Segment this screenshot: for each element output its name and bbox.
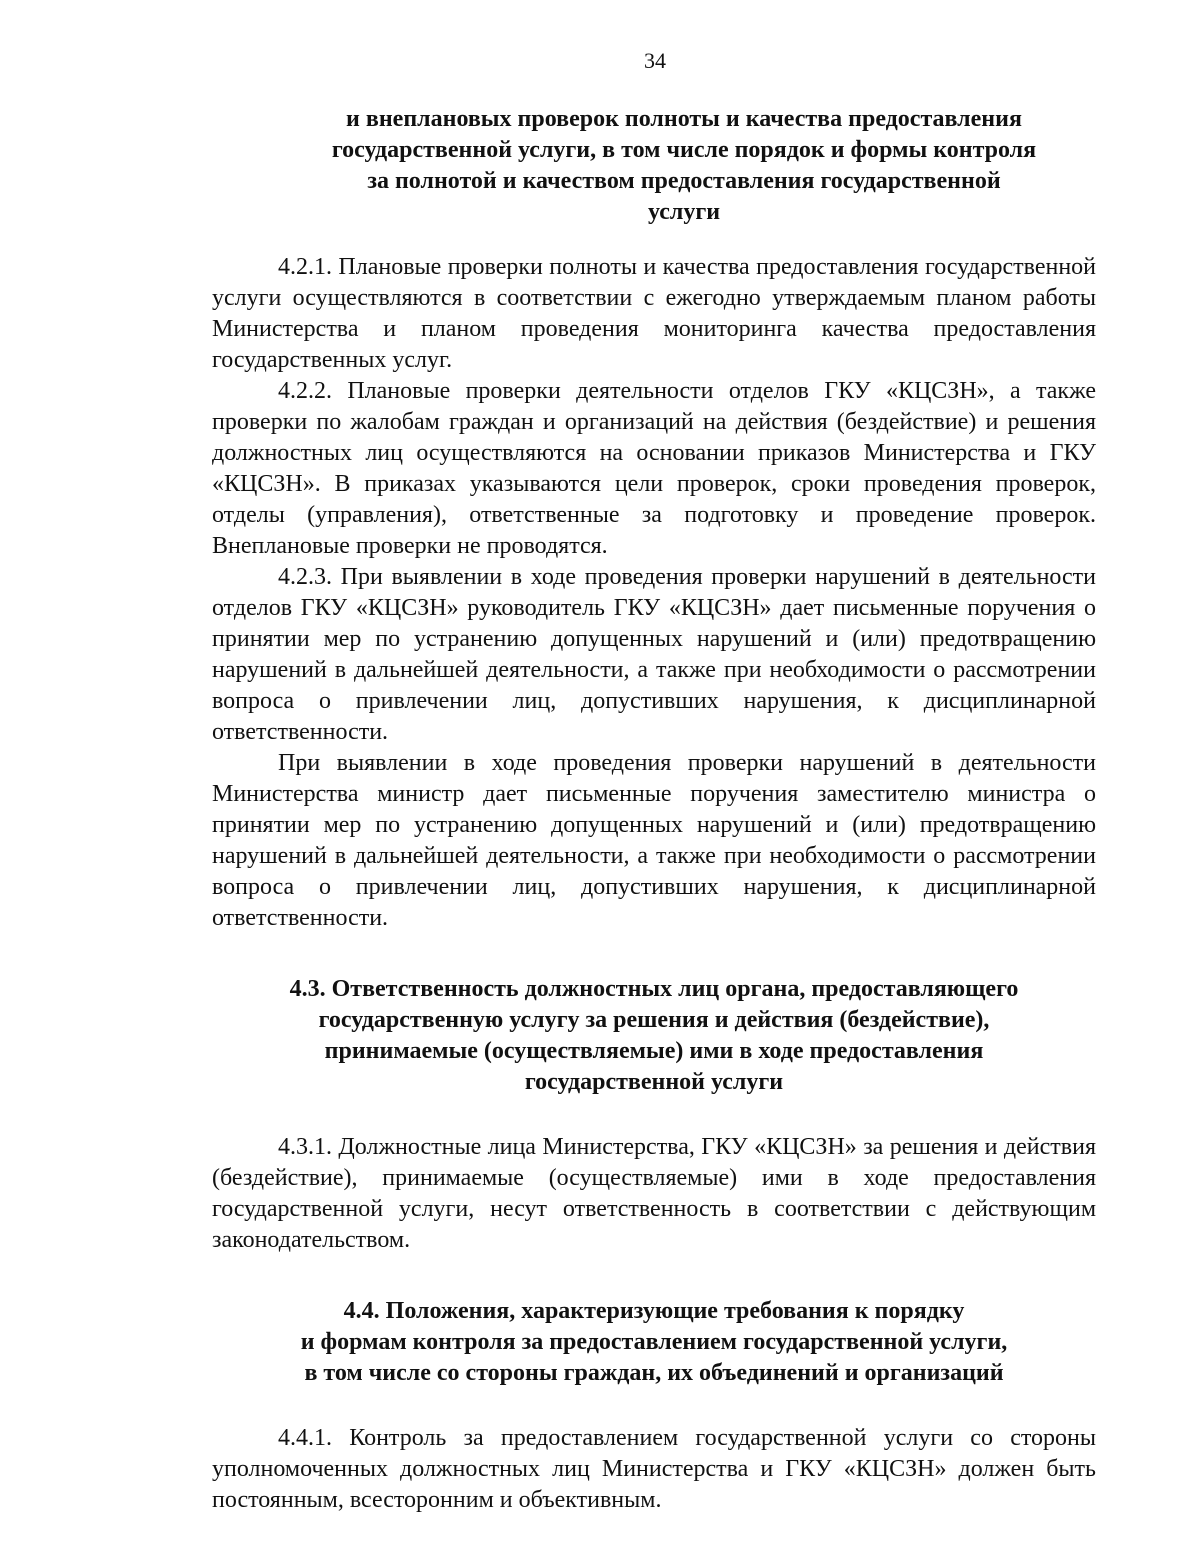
paragraph-4-2-3: 4.2.3. При выявлении в ходе проведения проверки нарушений в деятельности отделов ГКУ «КЦСЗН» руководитель ГКУ «КЦСЗН» дает письменные поручения о принятии мер по устранению допущенных нарушений и (или) предотвращению нарушений в дальнейшей деятельности, а также при необходимости о рассмотрении вопроса о привлечении лиц, допустивших нарушения, к дисциплинарной ответственности. [212, 564, 1096, 745]
document-body [212, 104, 1096, 1516]
section-heading-4-2-tail [242, 104, 1126, 228]
heading-line: в том числе со стороны граждан, их объединений и организаций [304, 1360, 1004, 1386]
heading-line: и внеплановых проверок полноты и качества предоставления [346, 106, 1022, 132]
heading-line: за полнотой и качеством предоставления государственной [367, 168, 1001, 194]
section-heading-4-3 [212, 974, 1096, 1098]
paragraph-4-3-1: 4.3.1. Должностные лица Министерства, ГКУ «КЦСЗН» за решения и действия (бездействие), принимаемые (осуществляемые) ими в ходе предоставления государственной услуги, несут ответственность в соответствии с действующим законодательством. [212, 1134, 1096, 1253]
heading-line: 4.4. Положения, характеризующие требования к порядку [343, 1298, 965, 1324]
paragraph-4-2-3-continued: При выявлении в ходе проведения проверки нарушений в деятельности Министерства министр дает письменные поручения заместителю министра о принятии мер по устранению допущенных нарушений и (или) предотвращению нарушений в дальнейшей деятельности, а также при необходимости о рассмотрении вопроса о привлечении лиц, допустивших нарушения, к дисциплинарной ответственности. [212, 750, 1096, 931]
heading-line: услуги [647, 199, 721, 225]
heading-line: государственной услуги, в том числе порядок и формы контроля [331, 137, 1037, 163]
heading-line: и формам контроля за предоставлением государственной услуги, [300, 1329, 1008, 1355]
heading-line: 4.3. Ответственность должностных лиц органа, предоставляющего [289, 976, 1019, 1002]
paragraph-4-2-1: 4.2.1. Плановые проверки полноты и качества предоставления государственной услуги осуществляются в соответствии с ежегодно утверждаемым планом работы Министерства и планом проведения мониторинга качества предоставления государственных услуг. [212, 254, 1096, 373]
heading-line: государственной услуги [524, 1069, 784, 1095]
paragraph-4-4-1: 4.4.1. Контроль за предоставлением государственной услуги со стороны уполномоченных должностных лиц Министерства и ГКУ «КЦСЗН» должен быть постоянным, всесторонним и объективным. [212, 1425, 1096, 1513]
heading-line: принимаемые (осуществляемые) ими в ходе предоставления [324, 1038, 984, 1064]
paragraph-4-2-2: 4.2.2. Плановые проверки деятельности отделов ГКУ «КЦСЗН», а также проверки по жалобам граждан и организаций на действия (бездействие) и решения должностных лиц осуществляются на основании приказов Министерства и ГКУ «КЦСЗН». В приказах указываются цели проверок, сроки проведения проверок, отделы (управления), ответственные за подготовку и проведение проверок. Внеплановые проверки не проводятся. [212, 378, 1096, 559]
section-heading-4-4 [212, 1296, 1096, 1389]
heading-line: государственную услугу за решения и действия (бездействие), [318, 1007, 990, 1033]
page-number: 34 [644, 48, 666, 73]
